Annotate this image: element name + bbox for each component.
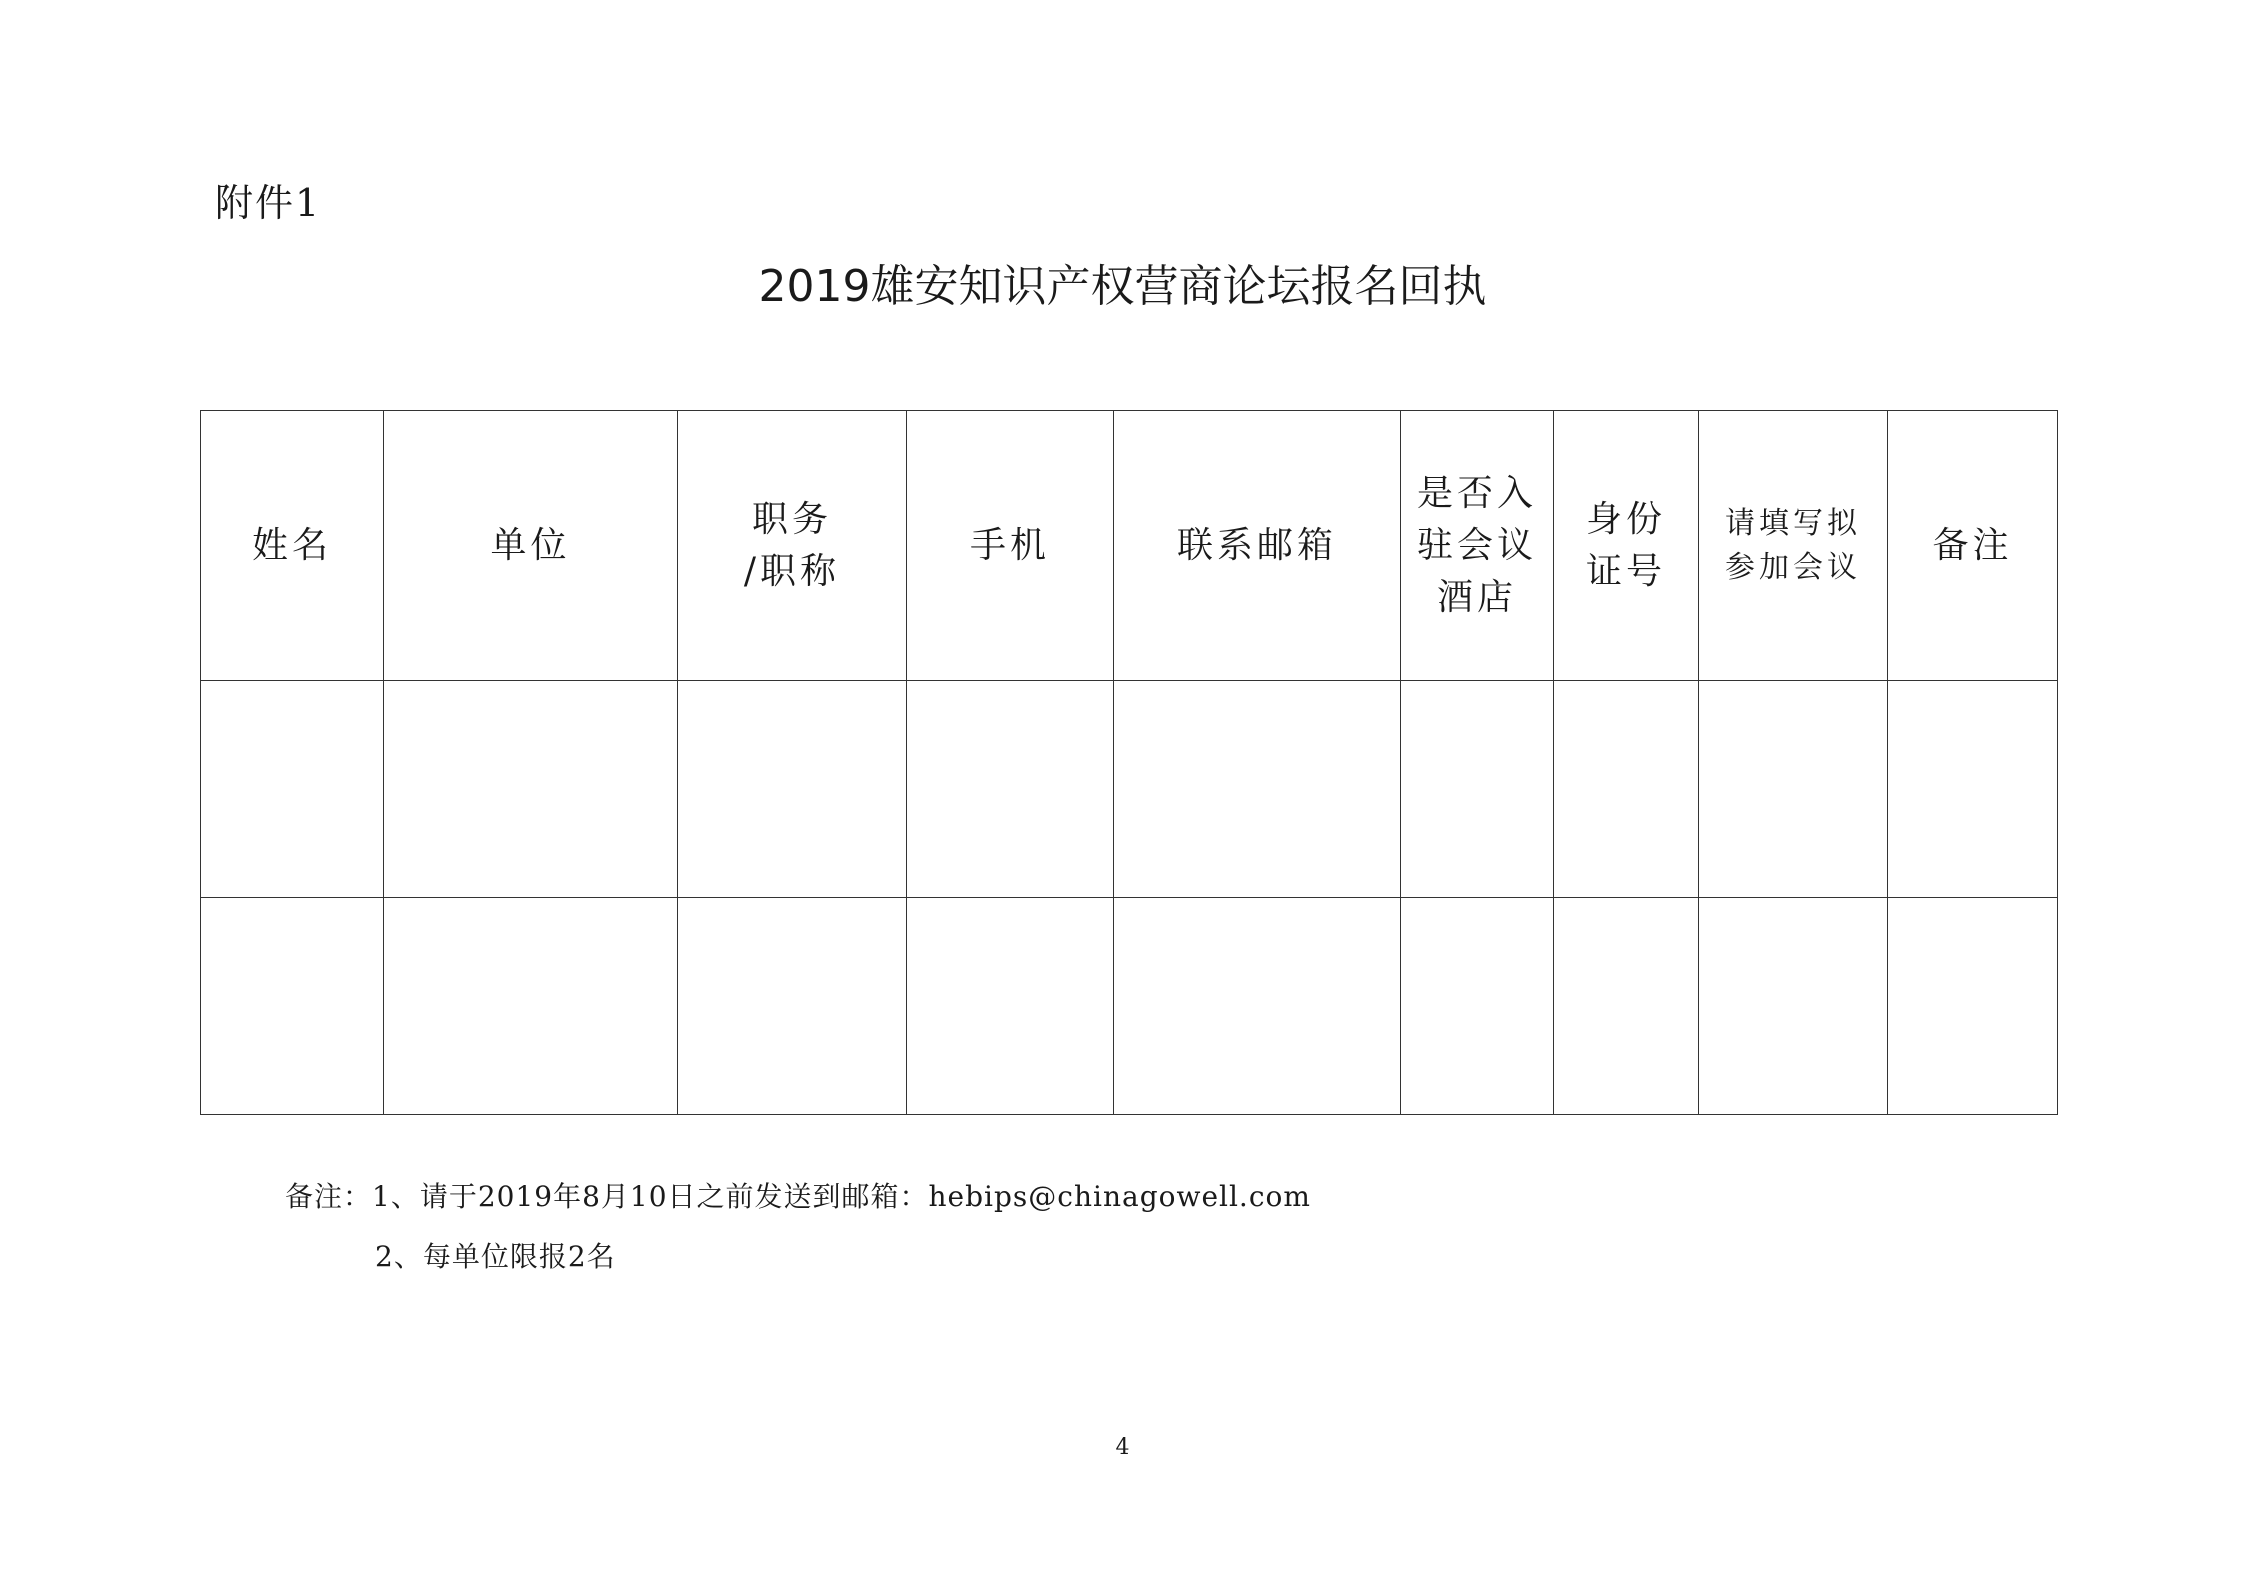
table-cell[interactable] bbox=[1401, 681, 1554, 898]
table-cell[interactable] bbox=[384, 898, 678, 1115]
table-cell[interactable] bbox=[678, 681, 907, 898]
note-line-1: 备注：1、请于2019年8月10日之前发送到邮箱：hebips@chinagowell.com bbox=[285, 1180, 1311, 1213]
table-cell[interactable] bbox=[1699, 898, 1888, 1115]
header-position: 职务 /职称 bbox=[678, 411, 907, 681]
attachment-label: 附件1 bbox=[215, 181, 322, 225]
table-cell[interactable] bbox=[1401, 898, 1554, 1115]
table-cell[interactable] bbox=[678, 898, 907, 1115]
table-cell[interactable] bbox=[907, 898, 1114, 1115]
header-remarks: 备注 bbox=[1888, 411, 2058, 681]
document-title: 2019雄安知识产权营商论坛报名回执 bbox=[758, 261, 1487, 312]
header-name: 姓名 bbox=[201, 411, 384, 681]
table-cell[interactable] bbox=[201, 681, 384, 898]
header-hotel: 是否入 驻会议 酒店 bbox=[1401, 411, 1554, 681]
table-cell[interactable] bbox=[384, 681, 678, 898]
registration-table bbox=[200, 410, 2058, 1115]
page-number: 4 bbox=[1115, 1435, 1130, 1460]
table-row bbox=[201, 898, 2058, 1115]
table-cell[interactable] bbox=[907, 681, 1114, 898]
table-cell[interactable] bbox=[1114, 681, 1401, 898]
table-cell[interactable] bbox=[1554, 898, 1699, 1115]
header-row bbox=[201, 411, 2058, 681]
table-cell[interactable] bbox=[1888, 898, 2058, 1115]
table-cell[interactable] bbox=[1699, 681, 1888, 898]
header-id-number: 身份 证号 bbox=[1554, 411, 1699, 681]
header-phone: 手机 bbox=[907, 411, 1114, 681]
header-meeting: 请填写拟 参加会议 bbox=[1699, 411, 1888, 681]
notes bbox=[285, 1175, 1311, 1273]
table-cell[interactable] bbox=[1888, 681, 2058, 898]
table-cell[interactable] bbox=[201, 898, 384, 1115]
header-organization: 单位 bbox=[384, 411, 678, 681]
note-line-2: 2、每单位限报2名 bbox=[375, 1240, 616, 1273]
header-email: 联系邮箱 bbox=[1114, 411, 1401, 681]
table-cell[interactable] bbox=[1114, 898, 1401, 1115]
table-cell[interactable] bbox=[1554, 681, 1699, 898]
table-row bbox=[201, 681, 2058, 898]
